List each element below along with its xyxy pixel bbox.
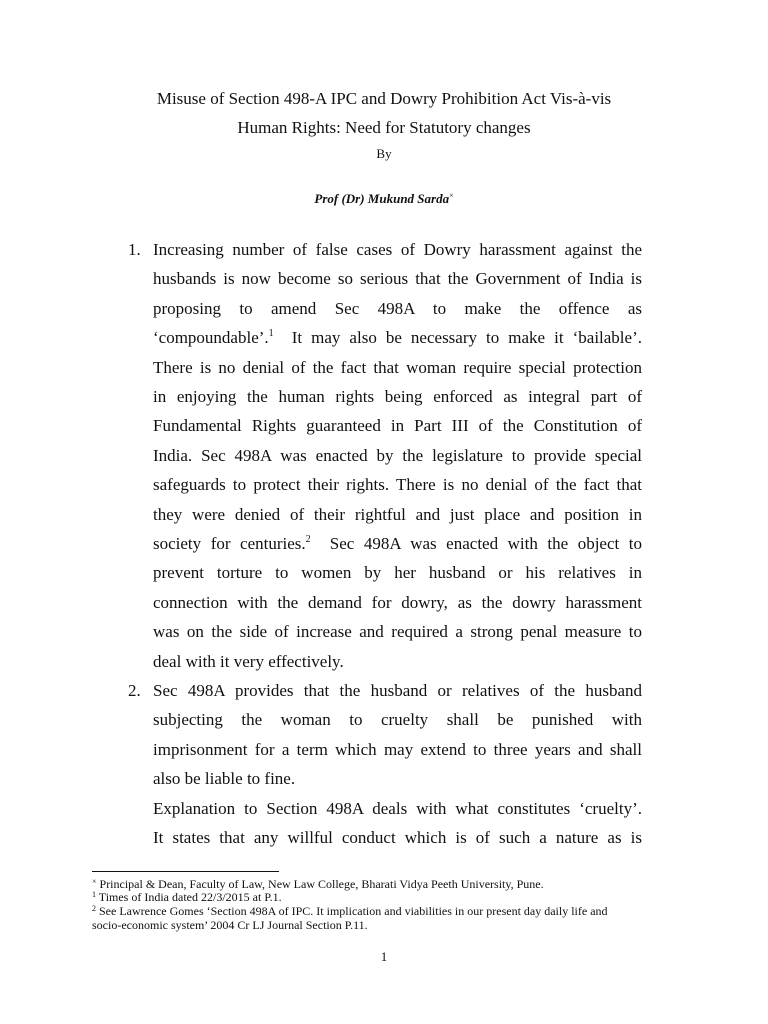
footnote-separator bbox=[92, 871, 279, 872]
text-line: subjecting the woman to cruelty shall be punished with bbox=[153, 710, 642, 730]
text-line: Increasing number of false cases of Dowry harassment against the bbox=[153, 240, 642, 259]
document-title-line-2: Human Rights: Need for Statutory changes bbox=[237, 118, 531, 137]
footnote-ref-2: 2 bbox=[305, 534, 311, 545]
text-line: There is no denial of the fact that woman require special protection bbox=[153, 357, 642, 377]
text-line: imprisonment for a term which may extend to three years and shall bbox=[153, 739, 642, 759]
by-label: By bbox=[376, 146, 392, 161]
text-line: deal with it very effectively. bbox=[153, 651, 344, 671]
author-footnote-mark: × bbox=[449, 191, 454, 200]
text-line: prevent torture to women by her husband or his relatives in bbox=[153, 563, 642, 583]
text-line: husbands is now become so serious that the Government of India is bbox=[153, 269, 642, 289]
list-number-1: 1. bbox=[128, 240, 141, 259]
text-line: Sec 498A provides that the husband or relatives of the husband bbox=[153, 681, 642, 700]
text-line: society for centuries.$^2$ Sec 498A was enacted with the object to bbox=[153, 534, 642, 553]
text-line: safeguards to protect their rights. There is no denial of the fact that bbox=[153, 475, 642, 495]
footnote: × Principal & Dean, Faculty of Law, New Law College, Bharati Vidya Peeth University, Pune. bbox=[92, 877, 544, 891]
text-line: ‘compoundable’.$^1$ It may also be necessary to make it ‘bailable’. bbox=[153, 328, 642, 348]
footnote-ref-1: 1 bbox=[268, 328, 274, 340]
footnote: $^1$ Times of India dated 22/3/2015 at P.1. bbox=[92, 890, 282, 904]
document-title-line-1: Misuse of Section 498-A IPC and Dowry Prohibition Act Vis-à-vis bbox=[156, 89, 612, 108]
text-line: proposing to amend Sec 498A to make the offence as bbox=[153, 298, 642, 318]
text-line: It states that any willful conduct which is of such a nature as is bbox=[153, 828, 642, 847]
footnote: socio-economic system’ 2004 Cr LJ Journal Section P.11. bbox=[92, 918, 368, 932]
text-line: was on the side of increase and required a strong penal measure to bbox=[153, 622, 642, 642]
footnote: $^2$ See Lawrence Gomes ‘Section 498A of IPC. It implication and viabilities in our present day daily life and bbox=[92, 904, 608, 918]
text-line: Explanation to Section 498A deals with what constitutes ‘cruelty’. bbox=[153, 798, 642, 818]
page-number: 1 bbox=[380, 949, 388, 964]
text-line: Fundamental Rights guaranteed in Part III of the Constitution of bbox=[153, 416, 642, 436]
text-line: connection with the demand for dowry, as the dowry harassment bbox=[153, 592, 642, 612]
author-name: Prof (Dr) Mukund Sarda× bbox=[314, 191, 454, 206]
text-line: they were denied of their rightful and just place and position in bbox=[153, 504, 642, 524]
text-line: in enjoying the human rights being enforced as integral part of bbox=[153, 387, 642, 406]
text-line: also be liable to fine. bbox=[153, 769, 296, 789]
list-number-2: 2. bbox=[128, 681, 141, 700]
text-line: India. Sec 498A was enacted by the legislature to provide special bbox=[153, 445, 642, 465]
